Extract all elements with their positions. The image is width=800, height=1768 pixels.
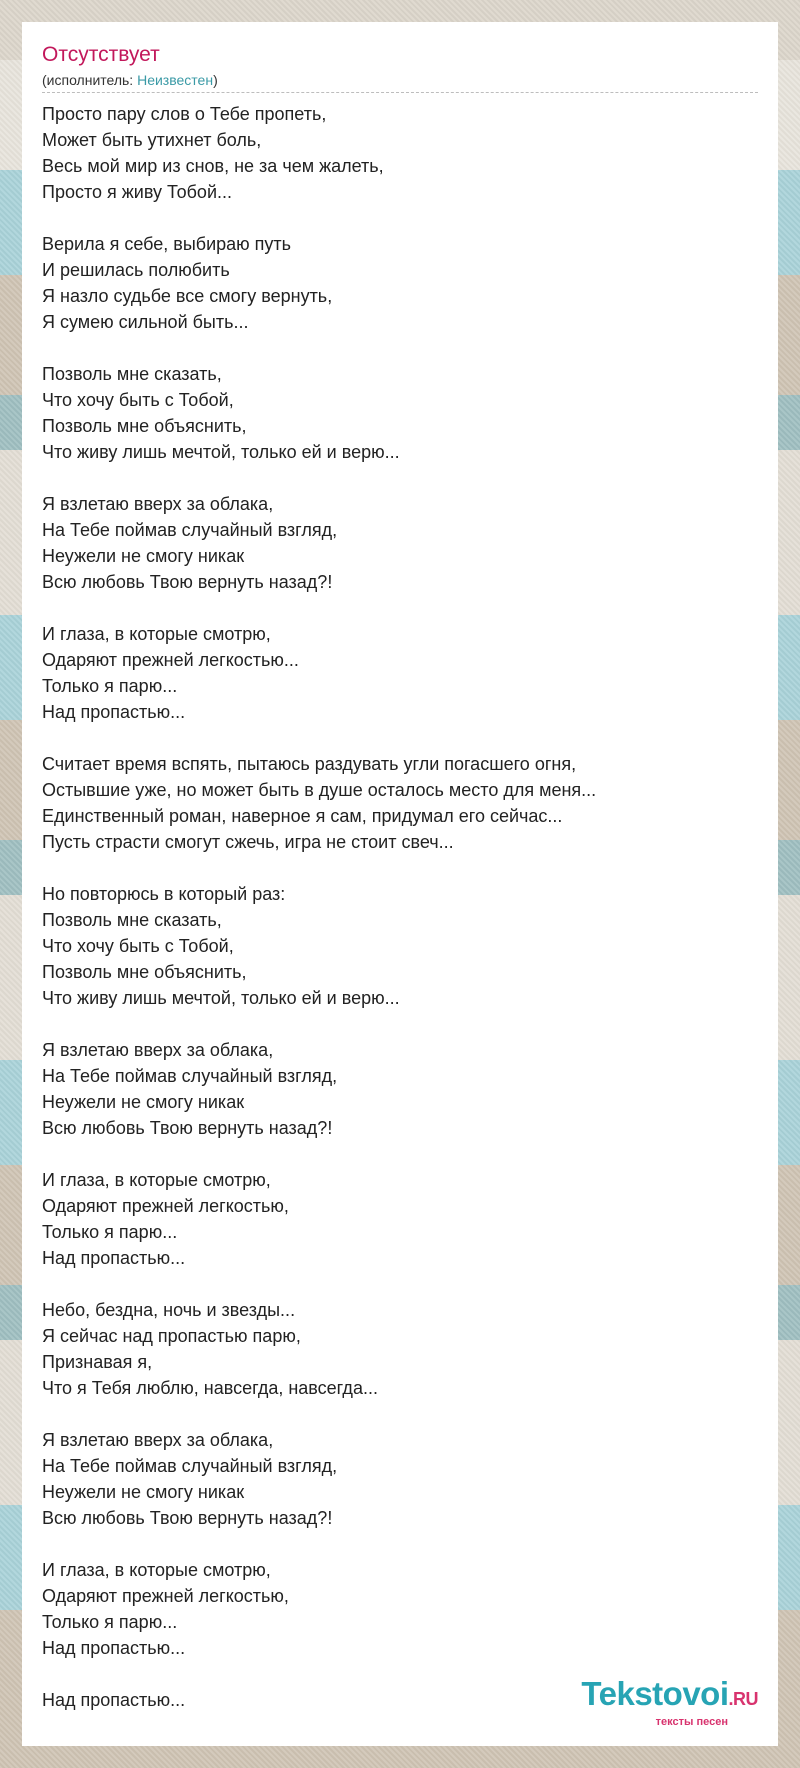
artist-line [42, 71, 218, 89]
lyrics-line: Считает время вспять, пытаюсь раздувать угли погасшего огня, [42, 754, 577, 774]
lyrics-line: На Тебе поймав случайный взгляд, [42, 1066, 338, 1086]
lyrics-stanza [42, 231, 758, 335]
lyrics-line: Только я парю... [42, 1612, 178, 1632]
lyrics-stanza [42, 1167, 758, 1271]
lyrics-stanza [42, 881, 758, 1011]
lyrics-line: Единственный роман, наверное я сам, придумал его сейчас... [42, 806, 563, 826]
lyrics-line: Позволь мне сказать, [42, 910, 222, 930]
lyrics-line: Что живу лишь мечтой, только ей и верю... [42, 988, 400, 1008]
lyrics-line: На Тебе поймав случайный взгляд, [42, 1456, 338, 1476]
lyrics-line: Весь мой мир из снов, не за чем жалеть, [42, 156, 384, 176]
lyrics-line: Верила я себе, выбираю путь [42, 234, 292, 254]
lyrics-stanza [42, 361, 758, 465]
song-title: Отсутствует [42, 43, 160, 66]
lyrics-line: Признавая я, [42, 1352, 153, 1372]
lyrics-line: Только я парю... [42, 676, 178, 696]
lyrics-line: И глаза, в которые смотрю, [42, 1560, 271, 1580]
lyrics-line: Одаряют прежней легкостью, [42, 1586, 289, 1606]
logo-tld: .RU [728, 1689, 758, 1709]
lyrics-line: Что хочу быть с Тобой, [42, 936, 234, 956]
lyrics-line: Всю любовь Твою вернуть назад?! [42, 1118, 333, 1138]
lyrics-line: Над пропастью... [42, 1690, 186, 1710]
lyrics-stanza [42, 1557, 758, 1661]
lyrics-line: Над пропастью... [42, 1638, 186, 1658]
artist-link[interactable]: Неизвестен [137, 72, 214, 88]
logo-tagline: тексты песен [655, 1716, 728, 1728]
lyrics-stanza [42, 101, 758, 205]
lyrics-line: Просто пару слов о Тебе пропеть, [42, 104, 327, 124]
lyrics-line: Только я парю... [42, 1222, 178, 1242]
lyrics-line: Что я Тебя люблю, навсегда, навсегда... [42, 1378, 378, 1398]
lyrics-line: Неужели не смогу никак [42, 1482, 245, 1502]
lyrics-stanza [42, 1297, 758, 1401]
lyrics-stanza [42, 751, 758, 855]
lyrics-line: Над пропастью... [42, 702, 186, 722]
lyrics-body [42, 101, 758, 1739]
lyrics-line: Я взлетаю вверх за облака, [42, 494, 274, 514]
lyrics-stanza [42, 621, 758, 725]
logo-wordmark: Tekstovoi [581, 1675, 729, 1712]
lyrics-line: Всю любовь Твою вернуть назад?! [42, 1508, 333, 1528]
lyrics-line: Пусть страсти смогут сжечь, игра не стоит свеч... [42, 832, 454, 852]
lyrics-line: Может быть утихнет боль, [42, 130, 262, 150]
lyrics-line: Над пропастью... [42, 1248, 186, 1268]
site-logo[interactable] [581, 1677, 758, 1728]
lyrics-line: Что хочу быть с Тобой, [42, 390, 234, 410]
artist-prefix: (исполнитель: [42, 72, 138, 88]
lyrics-line: Одаряют прежней легкостью, [42, 1196, 289, 1216]
lyrics-stanza [42, 1037, 758, 1141]
lyrics-line: Я взлетаю вверх за облака, [42, 1040, 274, 1060]
lyrics-line: Просто я живу Тобой... [42, 182, 233, 202]
lyrics-stanza [42, 1427, 758, 1531]
lyrics-line: Остывшие уже, но может быть в душе осталось место для меня... [42, 780, 597, 800]
lyrics-line: Я назло судьбе все смогу вернуть, [42, 286, 333, 306]
lyrics-line: Что живу лишь мечтой, только ей и верю... [42, 442, 400, 462]
lyrics-line: Я сумею сильной быть... [42, 312, 249, 332]
lyrics-line: И глаза, в которые смотрю, [42, 624, 271, 644]
lyrics-line: Неужели не смогу никак [42, 1092, 245, 1112]
lyrics-line: Небо, бездна, ночь и звезды... [42, 1300, 296, 1320]
lyrics-line: Я сейчас над пропастью парю, [42, 1326, 301, 1346]
lyrics-line: И глаза, в которые смотрю, [42, 1170, 271, 1190]
lyrics-line: На Тебе поймав случайный взгляд, [42, 520, 338, 540]
lyrics-line: Одаряют прежней легкостью... [42, 650, 299, 670]
lyrics-line: Я взлетаю вверх за облака, [42, 1430, 274, 1450]
lyrics-stanza [42, 491, 758, 595]
lyrics-line: Позволь мне объяснить, [42, 416, 247, 436]
lyrics-line: Неужели не смогу никак [42, 546, 245, 566]
lyrics-line: И решилась полюбить [42, 260, 230, 280]
lyrics-line: Но повторюсь в который раз: [42, 884, 286, 904]
lyrics-line: Позволь мне сказать, [42, 364, 222, 384]
lyrics-line: Всю любовь Твою вернуть назад?! [42, 572, 333, 592]
artist-suffix: ) [213, 72, 218, 88]
title-divider [42, 92, 758, 93]
lyrics-card [22, 22, 778, 1746]
lyrics-line: Позволь мне объяснить, [42, 962, 247, 982]
